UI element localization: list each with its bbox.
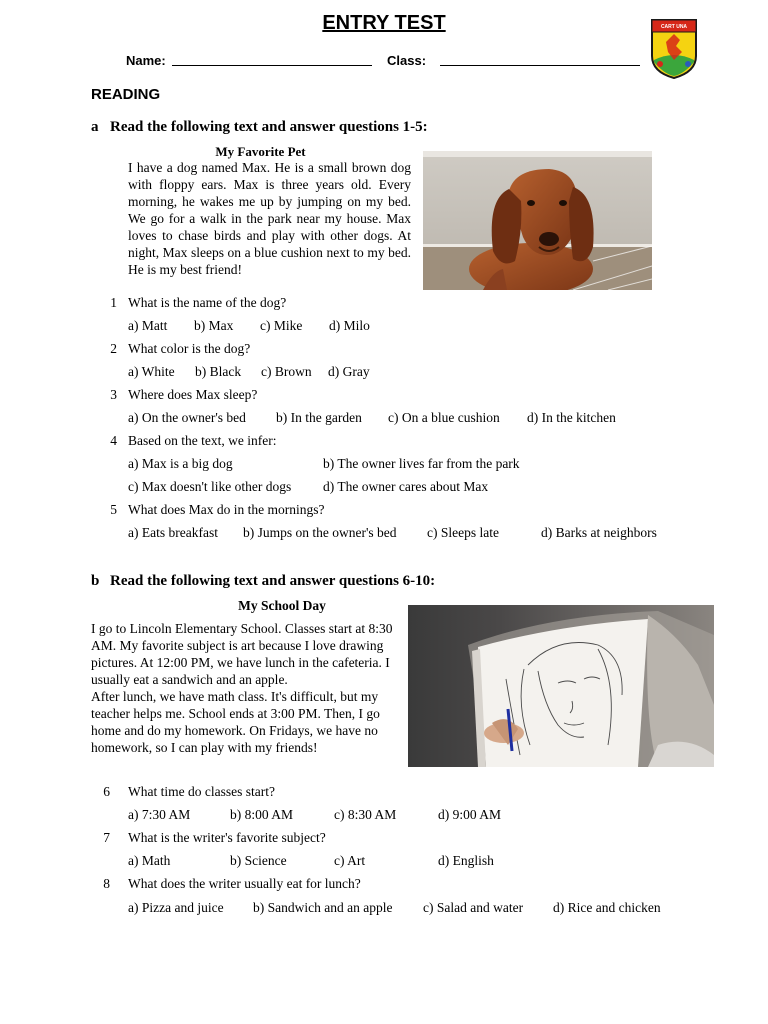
answer-option[interactable]: c) Sleeps late — [427, 525, 499, 540]
instruction-text: Read the following text and answer questions 6-10: — [110, 573, 436, 589]
answer-option[interactable]: c) On a blue cushion — [388, 410, 500, 425]
question-text: What is the name of the dog? — [128, 295, 287, 310]
question-number: 5 — [110, 502, 117, 517]
answer-option[interactable]: b) In the garden — [276, 410, 362, 425]
answer-option[interactable]: b) Science — [230, 853, 287, 868]
section-b-instruction — [91, 573, 435, 590]
answer-option[interactable]: d) 9:00 AM — [438, 807, 502, 822]
question-text: What is the writer's favorite subject? — [128, 830, 326, 845]
answer-option[interactable]: b) Jumps on the owner's bed — [243, 525, 397, 540]
answer-option[interactable]: d) The owner cares about Max — [323, 479, 489, 494]
question-text: What time do classes start? — [128, 784, 275, 799]
question-text: What does Max do in the mornings? — [128, 502, 325, 517]
sketch-photo — [408, 605, 714, 767]
question-text: Based on the text, we infer: — [128, 433, 277, 448]
answer-option[interactable]: b) The owner lives far from the park — [323, 456, 520, 471]
answer-option[interactable]: d) In the kitchen — [527, 410, 616, 425]
section-letter: b — [91, 573, 100, 589]
answer-option[interactable]: a) Pizza and juice — [128, 900, 224, 915]
class-field[interactable] — [440, 65, 640, 66]
answer-option[interactable]: b) Max — [194, 318, 234, 333]
answer-option[interactable]: b) Black — [195, 364, 242, 379]
answer-option[interactable]: c) Art — [334, 853, 366, 868]
question-number: 2 — [110, 341, 117, 356]
logo-text: CART UNA — [660, 24, 688, 30]
question-text: What does the writer usually eat for lunch? — [128, 876, 361, 891]
section-a-instruction — [91, 119, 428, 136]
passage-title: My School Day — [238, 598, 326, 613]
school-logo — [648, 16, 700, 80]
question-number: 4 — [110, 433, 117, 448]
passage-title: My Favorite Pet — [215, 144, 306, 159]
answer-option[interactable]: c) Salad and water — [423, 900, 524, 915]
answer-option[interactable]: d) Rice and chicken — [553, 900, 661, 915]
answer-option[interactable]: a) 7:30 AM — [128, 807, 191, 822]
question-text: Where does Max sleep? — [128, 387, 258, 402]
passage-text: I have a dog named Max. He is a small brown dog with floppy ears. Max is three years old. Every morning, he wakes me up by jumping on my bed. We go for a walk in the park near my house. Max loves to chase birds and play with other dogs. At night, Max sleeps on a blue cushion next to my bed. He is my best friend! — [128, 160, 411, 277]
passage-text — [91, 620, 396, 756]
answer-option[interactable]: c) Max doesn't like other dogs — [128, 479, 292, 494]
question-number: 1 — [110, 295, 117, 310]
passage-paragraph: I go to Lincoln Elementary School. Classes start at 8:30 AM. My favorite subject is art because I love drawing pictures. At 12:00 PM, we have lunch in the cafeteria. I usually eat a sandwich and an apple. — [91, 621, 393, 687]
instruction-text: Read the following text and answer questions 1-5: — [110, 119, 428, 135]
answer-option[interactable]: c) Mike — [260, 318, 303, 333]
name-field[interactable] — [172, 65, 372, 66]
answer-option[interactable]: a) Max is a big dog — [128, 456, 233, 471]
answer-option[interactable]: a) White — [128, 364, 175, 379]
answer-option[interactable]: d) Milo — [329, 318, 370, 333]
answer-option[interactable]: b) Sandwich and an apple — [253, 900, 393, 915]
section-heading: READING — [91, 86, 161, 103]
answer-option[interactable]: a) Math — [128, 853, 171, 868]
answer-option[interactable]: c) Brown — [261, 364, 312, 379]
question-number: 3 — [110, 387, 117, 402]
answer-option[interactable]: a) On the owner's bed — [128, 410, 246, 425]
class-label: Class: — [387, 53, 427, 68]
name-label: Name: — [126, 53, 166, 68]
passage-paragraph: After lunch, we have math class. It's difficult, but my teacher helps me. School ends at 3:00 PM. Then, I go home and do my homework. On Fridays, we have no homework, so I can play with my friends! — [91, 689, 380, 755]
question-number: 6 — [103, 784, 110, 799]
dog-photo — [423, 151, 652, 290]
answer-option[interactable]: d) Barks at neighbors — [541, 525, 657, 540]
answer-option[interactable]: c) 8:30 AM — [334, 807, 397, 822]
answer-option[interactable]: b) 8:00 AM — [230, 807, 294, 822]
question-text: What color is the dog? — [128, 341, 251, 356]
answer-option[interactable]: a) Matt — [128, 318, 168, 333]
answer-option[interactable]: d) Gray — [328, 364, 370, 379]
section-letter: a — [91, 119, 99, 135]
question-number: 8 — [103, 876, 110, 891]
page-title: ENTRY TEST — [322, 12, 446, 34]
answer-option[interactable]: a) Eats breakfast — [128, 525, 218, 540]
answer-option[interactable]: d) English — [438, 853, 494, 868]
question-number: 7 — [103, 830, 110, 845]
